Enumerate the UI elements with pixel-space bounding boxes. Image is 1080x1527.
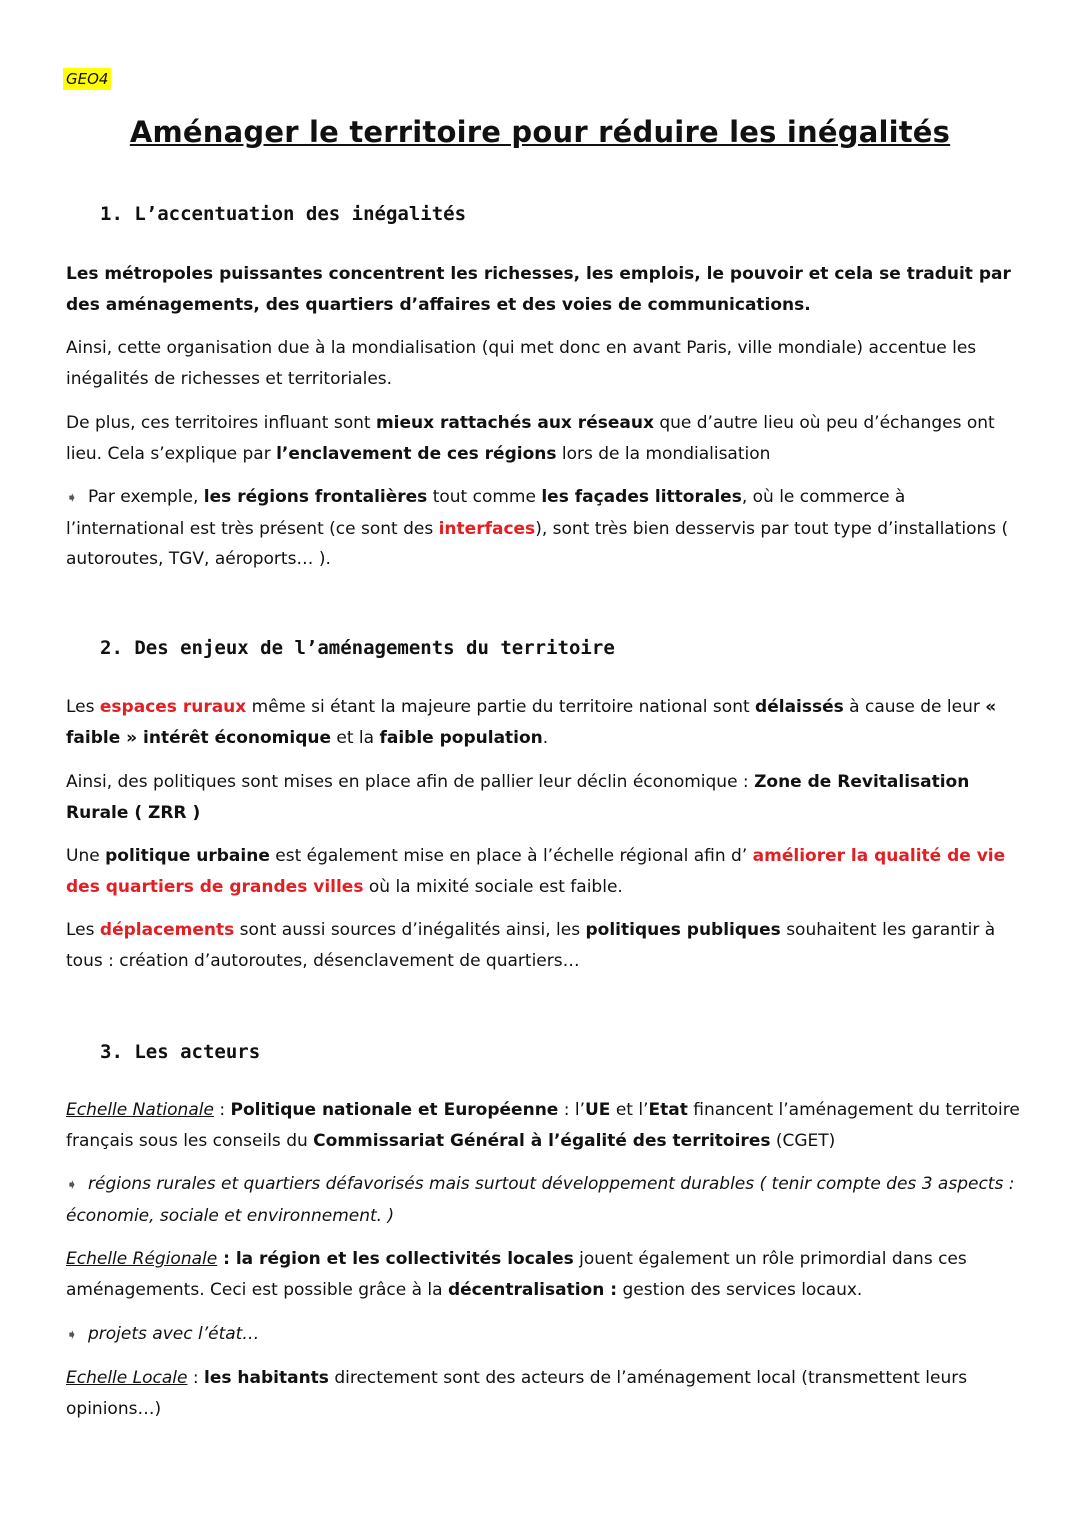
section-1-paragraph-2: Ainsi, cette organisation due à la mondialisation (qui met donc en avant Paris, ville mondiale) accentue les inégalités de richesses et territoriales.	[66, 338, 977, 389]
section-3-paragraph-2: ➧ régions rurales et quartiers défavorisés mais surtout développement durables ( tenir compte des 3 aspects : économie, sociale et environnement. )	[66, 1169, 1026, 1231]
section-3-paragraph-3: Echelle Régionale : la région et les collectivités locales jouent également un rôle primordial dans ces aménagements. Ceci est possible grâce à la décentralisation : gestion des services locaux.	[66, 1249, 967, 1300]
section-3-heading: 3. Les acteurs	[100, 1041, 261, 1063]
section-3-paragraph-5: Echelle Locale : les habitants directement sont des acteurs de l’aménagement local (transmettent leurs opinions…)	[66, 1368, 968, 1419]
arrow-right-icon: ➧	[66, 1177, 78, 1193]
page-title: Aménager le territoire pour réduire les inégalités	[129, 115, 951, 149]
course-tag: GEO4	[63, 68, 111, 90]
section-2-heading: 2. Des enjeux de l’aménagements du territoire	[100, 637, 615, 659]
section-2-paragraph-4: Les déplacements sont aussi sources d’inégalités ainsi, les politiques publiques souhaitent les garantir à tous : création d’autoroutes, désenclavement de quartiers…	[66, 920, 996, 971]
section-3-paragraph-4: ➧ projets avec l’état…	[66, 1319, 1026, 1351]
arrow-right-icon: ➧	[66, 490, 78, 506]
section-2-paragraph-3: Une politique urbaine est également mise en place à l’échelle régional afin d’ améliorer la qualité de vie des quartiers de grandes villes où la mixité sociale est faible.	[66, 846, 1006, 897]
section-1-paragraph-3: De plus, ces territoires influant sont mieux rattachés aux réseaux que d’autre lieu où peu d’échanges ont lieu. Cela s’explique par l’enclavement de ces régions lors de la mondialisation	[66, 413, 995, 464]
section-1-paragraph-4: ➧ Par exemple, les régions frontalières tout comme les façades littorales, où le commerce à l’international est très présent (ce sont des interfaces), sont très bien desservis par tout type d’installations ( autoroutes, TGV, aéroports… ).	[66, 482, 1026, 575]
section-3-paragraph-1: Echelle Nationale : Politique nationale et Européenne : l’UE et l’Etat financent l’aménagement du territoire français sous les conseils du Commissariat Général à l’égalité des territoires (CGET)	[66, 1100, 1020, 1151]
section-2-paragraph-2: Ainsi, des politiques sont mises en place afin de pallier leur déclin économique : Zone de Revitalisation Rurale ( ZRR )	[66, 772, 970, 823]
section-1-paragraph-1: Les métropoles puissantes concentrent les richesses, les emplois, le pouvoir et cela se traduit par des aménagements, des quartiers d’affaires et des voies de communications.	[66, 264, 1011, 315]
section-2-paragraph-1: Les espaces ruraux même si étant la majeure partie du territoire national sont délaissés à cause de leur « faible » intérêt économique et la faible population.	[66, 697, 997, 748]
arrow-right-icon: ➧	[66, 1327, 78, 1343]
section-1-heading: 1. L’accentuation des inégalités	[100, 203, 467, 225]
